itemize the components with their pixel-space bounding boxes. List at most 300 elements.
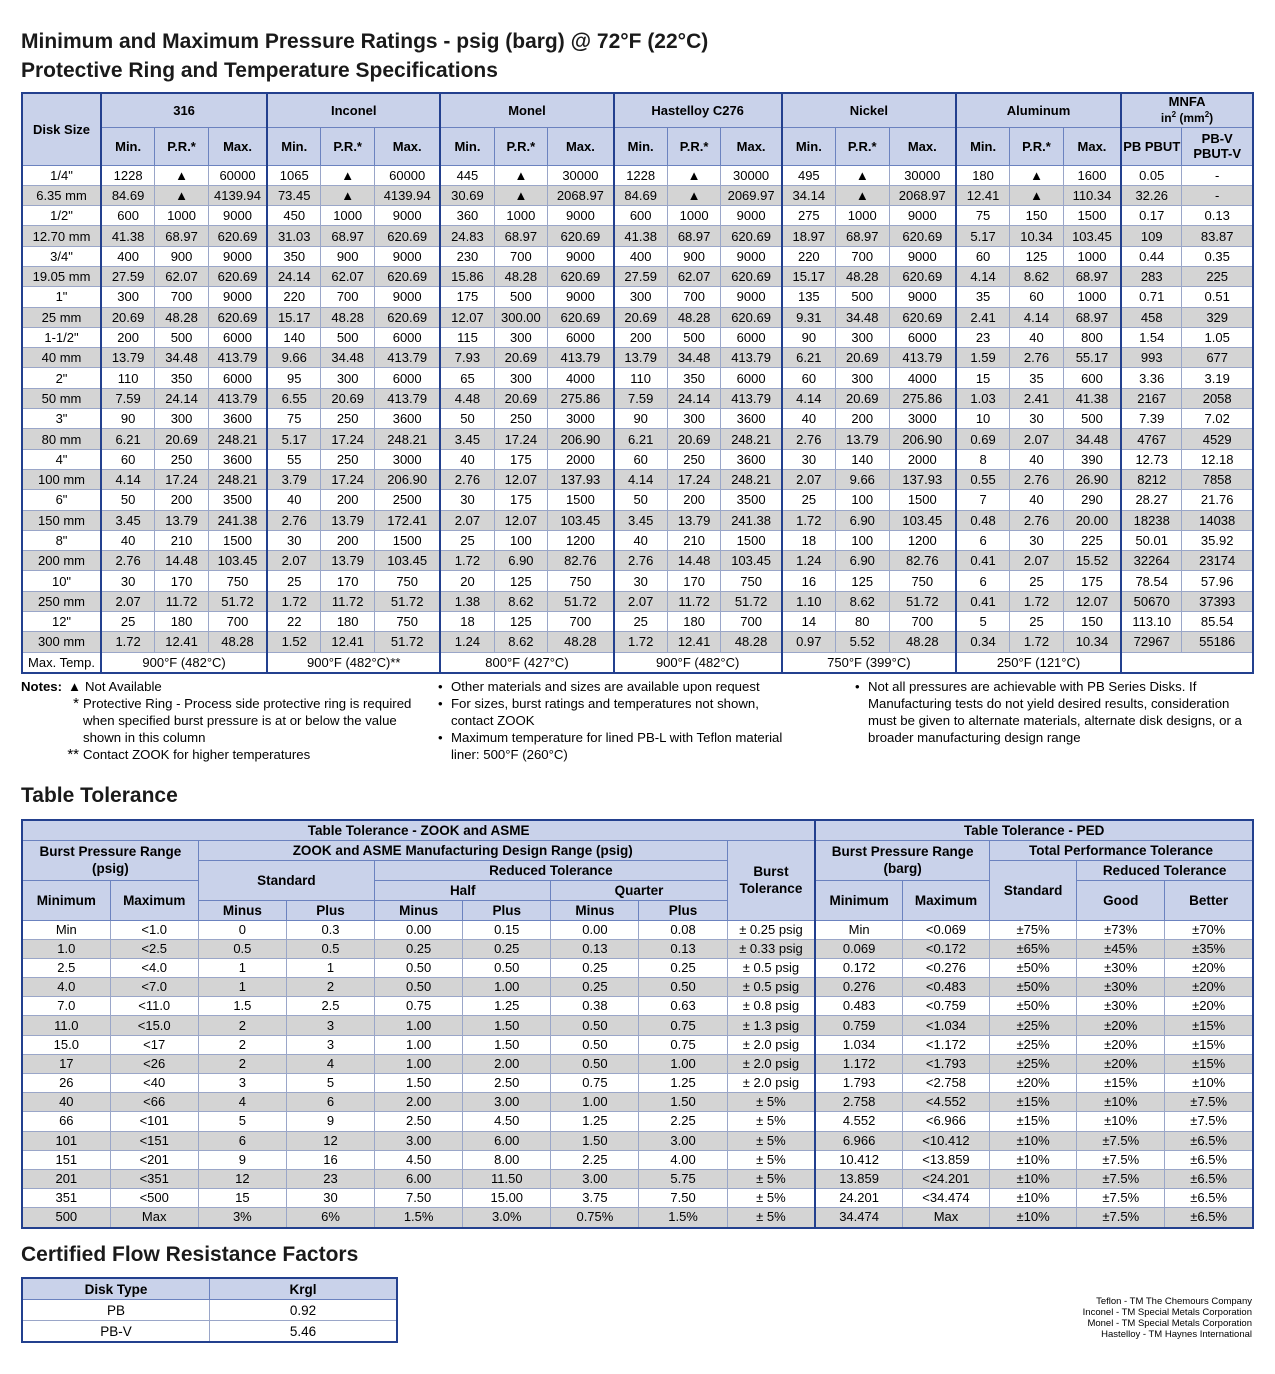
tolerance-cell: <34.474 bbox=[902, 1189, 989, 1208]
tolerance-cell: 6.00 bbox=[463, 1131, 551, 1150]
tolerance-cell: ± 1.3 psig bbox=[727, 1016, 815, 1035]
value-cell: 12.41 bbox=[321, 632, 375, 652]
mnfa-unit-close: ) bbox=[1209, 111, 1214, 126]
value-cell: 3500 bbox=[208, 490, 267, 510]
mnfa-unit-prefix: in bbox=[1160, 111, 1172, 126]
value-cell: 620.69 bbox=[548, 266, 614, 286]
tolerance-cell: 0.50 bbox=[551, 1035, 639, 1054]
value-cell: 0.41 bbox=[956, 591, 1010, 611]
tolerance-cell: 1.00 bbox=[463, 978, 551, 997]
page-title bbox=[21, 27, 708, 85]
value-cell: 200 bbox=[101, 327, 155, 347]
note-item bbox=[21, 746, 431, 763]
tolerance-cell: 16 bbox=[286, 1150, 374, 1169]
note-text: Not Available bbox=[85, 679, 162, 694]
value-cell: 1228 bbox=[101, 165, 155, 185]
trademarks bbox=[1083, 1296, 1252, 1340]
tolerance-cell: ±50% bbox=[990, 958, 1077, 977]
value-cell: 1.10 bbox=[782, 591, 836, 611]
tolerance-cell: ±7.5% bbox=[1165, 1112, 1253, 1131]
value-cell: 65 bbox=[440, 368, 494, 388]
note-text: Protective Ring - Process side protective ring is required when specified burst pressure is at or below the value shown in this column bbox=[83, 696, 412, 745]
value-cell: 110 bbox=[614, 368, 668, 388]
tolerance-cell: ±10% bbox=[1077, 1112, 1165, 1131]
value-cell: 10.34 bbox=[1010, 226, 1064, 246]
tolerance-header-row-0 bbox=[22, 820, 1253, 840]
tolerance-cell: ±65% bbox=[990, 939, 1077, 958]
value-cell: 3000 bbox=[375, 449, 441, 469]
tolerance-cell: 9 bbox=[198, 1150, 286, 1169]
value-cell: 620.69 bbox=[375, 307, 441, 327]
sub-header: P.R.* bbox=[321, 127, 375, 165]
value-cell: 30 bbox=[267, 530, 321, 550]
tolerance-cell: 201 bbox=[22, 1169, 110, 1188]
value-cell: 900 bbox=[155, 246, 209, 266]
value-cell: 225 bbox=[1063, 530, 1121, 550]
value-cell: 40 bbox=[614, 530, 668, 550]
tolerance-cell: 0.50 bbox=[463, 958, 551, 977]
value-cell: 125 bbox=[494, 571, 548, 591]
mnfa-unit-sup: 2 bbox=[1171, 110, 1177, 120]
quarter-header: Quarter bbox=[551, 880, 727, 900]
value-cell: 413.79 bbox=[889, 348, 956, 368]
value-cell: 20.69 bbox=[494, 348, 548, 368]
value-cell: 0.55 bbox=[956, 469, 1010, 489]
value-cell: 48.28 bbox=[667, 307, 721, 327]
value-cell: 1500 bbox=[889, 490, 956, 510]
value-cell: 135 bbox=[782, 287, 836, 307]
value-cell: 0.05 bbox=[1121, 165, 1182, 185]
value-cell: 10.34 bbox=[1063, 632, 1121, 652]
value-cell: 18 bbox=[782, 530, 836, 550]
value-cell: 1.03 bbox=[956, 388, 1010, 408]
tolerance-row bbox=[22, 1169, 1253, 1188]
tolerance-cell: 4.552 bbox=[815, 1112, 902, 1131]
value-cell: 1200 bbox=[889, 530, 956, 550]
value-cell: 9000 bbox=[548, 246, 614, 266]
disk-size-cell: 1/2" bbox=[22, 206, 101, 226]
triangle-icon: ▲ bbox=[67, 679, 81, 694]
note-item bbox=[21, 678, 431, 695]
value-cell: 175 bbox=[494, 449, 548, 469]
flow-resistance-title: Certified Flow Resistance Factors bbox=[21, 1243, 359, 1266]
value-cell: 9000 bbox=[208, 246, 267, 266]
value-cell: 677 bbox=[1182, 348, 1253, 368]
tolerance-cell: Min bbox=[22, 920, 110, 939]
tolerance-cell: 0.5 bbox=[286, 939, 374, 958]
value-cell: 12.07 bbox=[494, 510, 548, 530]
disk-type-cell: PB-V bbox=[22, 1321, 210, 1343]
value-cell: ▲ bbox=[321, 165, 375, 185]
tolerance-cell: 3.00 bbox=[375, 1131, 463, 1150]
value-cell: 51.72 bbox=[375, 591, 441, 611]
value-cell: 390 bbox=[1063, 449, 1121, 469]
value-cell: 6.21 bbox=[101, 429, 155, 449]
value-cell: 4000 bbox=[889, 368, 956, 388]
max-temp-label: Max. Temp. bbox=[22, 652, 101, 673]
tolerance-row bbox=[22, 997, 1253, 1016]
tolerance-cell: 4.00 bbox=[639, 1150, 727, 1169]
pressure-row bbox=[22, 409, 1253, 429]
zook-asme-title: Table Tolerance - ZOOK and ASME bbox=[22, 820, 815, 840]
disk-size-cell: 300 mm bbox=[22, 632, 101, 652]
tolerance-cell: ±7.5% bbox=[1077, 1131, 1165, 1150]
value-cell: 250 bbox=[321, 409, 375, 429]
notes-col-2 bbox=[438, 678, 828, 763]
value-cell: 206.90 bbox=[548, 429, 614, 449]
value-cell: 103.45 bbox=[548, 510, 614, 530]
tolerance-cell: 0.276 bbox=[815, 978, 902, 997]
value-cell: 1500 bbox=[208, 530, 267, 550]
sub-header: P.R.* bbox=[494, 127, 548, 165]
tolerance-cell: 0.172 bbox=[815, 958, 902, 977]
value-cell: 25 bbox=[614, 612, 668, 632]
value-cell: 200 bbox=[321, 530, 375, 550]
value-cell: 14.48 bbox=[155, 551, 209, 571]
value-cell: 15.17 bbox=[782, 266, 836, 286]
value-cell: 1.72 bbox=[1010, 632, 1064, 652]
value-cell: 2.76 bbox=[1010, 510, 1064, 530]
krgl-cell: 5.46 bbox=[210, 1321, 398, 1343]
tolerance-cell: 6% bbox=[286, 1208, 374, 1228]
value-cell: ▲ bbox=[835, 185, 889, 205]
tolerance-cell: ± 5% bbox=[727, 1150, 815, 1169]
value-cell: 15.52 bbox=[1063, 551, 1121, 571]
disk-size-cell: 1-1/2" bbox=[22, 327, 101, 347]
tolerance-cell: ± 5% bbox=[727, 1131, 815, 1150]
tolerance-cell: ±6.5% bbox=[1165, 1169, 1253, 1188]
value-cell: 4.14 bbox=[614, 469, 668, 489]
value-cell: 14 bbox=[782, 612, 836, 632]
value-cell: 0.48 bbox=[956, 510, 1010, 530]
value-cell: 110.34 bbox=[1063, 185, 1121, 205]
tolerance-cell: 0.25 bbox=[463, 939, 551, 958]
flow-row bbox=[22, 1300, 397, 1321]
value-cell: 22 bbox=[267, 612, 321, 632]
value-cell: 3500 bbox=[721, 490, 782, 510]
value-cell: 20.69 bbox=[835, 388, 889, 408]
tolerance-cell: 34.474 bbox=[815, 1208, 902, 1228]
value-cell: ▲ bbox=[155, 185, 209, 205]
value-cell: 18 bbox=[440, 612, 494, 632]
value-cell: 0.17 bbox=[1121, 206, 1182, 226]
value-cell: 8 bbox=[956, 449, 1010, 469]
disk-size-cell: 50 mm bbox=[22, 388, 101, 408]
tolerance-cell: 2 bbox=[198, 1054, 286, 1073]
material-header: Aluminum bbox=[956, 93, 1121, 127]
tolerance-cell: 0.5 bbox=[198, 939, 286, 958]
tolerance-cell: 7.50 bbox=[375, 1189, 463, 1208]
value-cell: 700 bbox=[721, 612, 782, 632]
tolerance-cell: 500 bbox=[22, 1208, 110, 1228]
value-cell: 15.86 bbox=[440, 266, 494, 286]
tolerance-cell: 2.00 bbox=[463, 1054, 551, 1073]
tolerance-cell: ± 0.8 psig bbox=[727, 997, 815, 1016]
value-cell: 2058 bbox=[1182, 388, 1253, 408]
tolerance-cell: <1.034 bbox=[902, 1016, 989, 1035]
value-cell: 8212 bbox=[1121, 469, 1182, 489]
sub-header: Min. bbox=[267, 127, 321, 165]
pressure-row bbox=[22, 388, 1253, 408]
value-cell: 200 bbox=[614, 327, 668, 347]
value-cell: 50 bbox=[614, 490, 668, 510]
tolerance-cell: <2.758 bbox=[902, 1074, 989, 1093]
value-cell: 1.38 bbox=[440, 591, 494, 611]
value-cell: 7.02 bbox=[1182, 409, 1253, 429]
tolerance-cell: 1.0 bbox=[22, 939, 110, 958]
value-cell: 6000 bbox=[208, 327, 267, 347]
value-cell: 750 bbox=[375, 571, 441, 591]
value-cell: 3.45 bbox=[101, 510, 155, 530]
tolerance-cell: ±7.5% bbox=[1077, 1150, 1165, 1169]
value-cell: 40 bbox=[440, 449, 494, 469]
tolerance-cell: ±10% bbox=[1165, 1074, 1253, 1093]
tolerance-cell: ±30% bbox=[1077, 958, 1165, 977]
value-cell: 68.97 bbox=[667, 226, 721, 246]
tolerance-cell: ±35% bbox=[1165, 939, 1253, 958]
ped-standard-header: Standard bbox=[990, 860, 1077, 920]
value-cell: 620.69 bbox=[208, 226, 267, 246]
tolerance-cell: <351 bbox=[110, 1169, 198, 1188]
value-cell: 1.54 bbox=[1121, 327, 1182, 347]
value-cell: 620.69 bbox=[208, 266, 267, 286]
value-cell: 6.21 bbox=[614, 429, 668, 449]
burst-range-psig-header: Burst Pressure Range (psig) bbox=[22, 840, 198, 880]
tolerance-cell: ± 0.5 psig bbox=[727, 958, 815, 977]
tolerance-cell: 23 bbox=[286, 1169, 374, 1188]
value-cell: 1500 bbox=[548, 490, 614, 510]
value-cell: 700 bbox=[208, 612, 267, 632]
value-cell: 8.62 bbox=[494, 591, 548, 611]
tolerance-cell: 10.412 bbox=[815, 1150, 902, 1169]
tolerance-row bbox=[22, 1093, 1253, 1112]
value-cell: 57.96 bbox=[1182, 571, 1253, 591]
value-cell: 4.14 bbox=[782, 388, 836, 408]
value-cell: 9000 bbox=[208, 206, 267, 226]
tolerance-header-row-2 bbox=[22, 860, 1253, 880]
value-cell: 150 bbox=[1010, 206, 1064, 226]
value-cell: 9.31 bbox=[782, 307, 836, 327]
value-cell: 2.07 bbox=[267, 551, 321, 571]
value-cell: 3.36 bbox=[1121, 368, 1182, 388]
maximum-header: Maximum bbox=[110, 880, 198, 920]
value-cell: 21.76 bbox=[1182, 490, 1253, 510]
tolerance-cell: 4.50 bbox=[375, 1150, 463, 1169]
tolerance-cell: 0.483 bbox=[815, 997, 902, 1016]
tolerance-cell: ± 5% bbox=[727, 1169, 815, 1188]
value-cell: 68.97 bbox=[155, 226, 209, 246]
notes-col-3 bbox=[855, 678, 1245, 746]
value-cell: 458 bbox=[1121, 307, 1182, 327]
tolerance-cell: 0.50 bbox=[551, 1054, 639, 1073]
max-temp-value: 900°F (482°C) bbox=[614, 652, 782, 673]
value-cell: 200 bbox=[835, 409, 889, 429]
value-cell: 25 bbox=[101, 612, 155, 632]
tolerance-cell: ± 5% bbox=[727, 1208, 815, 1228]
value-cell: 2069.97 bbox=[721, 185, 782, 205]
tolerance-cell: 1.034 bbox=[815, 1035, 902, 1054]
tolerance-cell: 0 bbox=[198, 920, 286, 939]
value-cell: 30000 bbox=[721, 165, 782, 185]
pressure-row bbox=[22, 368, 1253, 388]
pressure-row bbox=[22, 591, 1253, 611]
value-cell: 300 bbox=[101, 287, 155, 307]
value-cell: 103.45 bbox=[375, 551, 441, 571]
tolerance-cell: 0.75 bbox=[639, 1016, 727, 1035]
disk-type-header: Disk Type bbox=[22, 1278, 210, 1300]
krgl-header: Krgl bbox=[210, 1278, 398, 1300]
value-cell: 6 bbox=[956, 571, 1010, 591]
material-header: Inconel bbox=[267, 93, 440, 127]
plus-header: Plus bbox=[463, 900, 551, 920]
tolerance-cell: 3.00 bbox=[463, 1093, 551, 1112]
note-text: Contact ZOOK for higher temperatures bbox=[83, 747, 311, 762]
mnfa-unit-suffix: (mm bbox=[1176, 111, 1205, 126]
pressure-header-row-1 bbox=[22, 93, 1253, 127]
tolerance-cell: ±20% bbox=[990, 1074, 1077, 1093]
burst-tolerance-header: Burst Tolerance bbox=[727, 840, 815, 920]
value-cell: 620.69 bbox=[721, 226, 782, 246]
value-cell: 300 bbox=[155, 409, 209, 429]
tolerance-cell: ±15% bbox=[1165, 1016, 1253, 1035]
mnfa-title: MNFA bbox=[1168, 94, 1206, 110]
tolerance-cell: 1.00 bbox=[375, 1035, 463, 1054]
tolerance-cell: ±7.5% bbox=[1077, 1169, 1165, 1188]
tolerance-cell: ±10% bbox=[1077, 1093, 1165, 1112]
value-cell: 400 bbox=[101, 246, 155, 266]
value-cell: 4.48 bbox=[440, 388, 494, 408]
value-cell: 100 bbox=[494, 530, 548, 550]
tolerance-cell: 4.0 bbox=[22, 978, 110, 997]
value-cell: 7858 bbox=[1182, 469, 1253, 489]
tolerance-cell: 2.758 bbox=[815, 1093, 902, 1112]
value-cell: 30 bbox=[1010, 530, 1064, 550]
disk-size-cell: 4" bbox=[22, 449, 101, 469]
value-cell: 170 bbox=[155, 571, 209, 591]
value-cell: 90 bbox=[614, 409, 668, 429]
value-cell: 250 bbox=[155, 449, 209, 469]
tolerance-cell: 0.25 bbox=[551, 978, 639, 997]
tolerance-cell: 3 bbox=[286, 1016, 374, 1035]
tolerance-cell: 0.25 bbox=[639, 958, 727, 977]
value-cell: 7.39 bbox=[1121, 409, 1182, 429]
value-cell: 37393 bbox=[1182, 591, 1253, 611]
value-cell: 9000 bbox=[375, 246, 441, 266]
tolerance-cell: <24.201 bbox=[902, 1169, 989, 1188]
value-cell: 80 bbox=[835, 612, 889, 632]
value-cell: 900 bbox=[667, 246, 721, 266]
tolerance-cell: <7.0 bbox=[110, 978, 198, 997]
value-cell: 1228 bbox=[614, 165, 668, 185]
tolerance-cell: 1 bbox=[198, 958, 286, 977]
value-cell: 1000 bbox=[155, 206, 209, 226]
value-cell: 27.59 bbox=[614, 266, 668, 286]
value-cell: 4139.94 bbox=[208, 185, 267, 205]
value-cell: 2.07 bbox=[101, 591, 155, 611]
tolerance-cell: 0.00 bbox=[551, 920, 639, 939]
value-cell: 0.35 bbox=[1182, 246, 1253, 266]
value-cell: 40 bbox=[1010, 490, 1064, 510]
disk-size-cell: 2" bbox=[22, 368, 101, 388]
tolerance-cell: 0.15 bbox=[463, 920, 551, 939]
value-cell: 0.44 bbox=[1121, 246, 1182, 266]
value-cell: 115 bbox=[440, 327, 494, 347]
tolerance-cell: 3 bbox=[198, 1074, 286, 1093]
value-cell: 34.48 bbox=[667, 348, 721, 368]
tolerance-cell: 1.25 bbox=[551, 1112, 639, 1131]
value-cell: 275.86 bbox=[889, 388, 956, 408]
value-cell: 27.59 bbox=[101, 266, 155, 286]
tolerance-cell: 0.13 bbox=[639, 939, 727, 958]
tolerance-cell: <2.5 bbox=[110, 939, 198, 958]
value-cell: 35 bbox=[956, 287, 1010, 307]
value-cell: 40 bbox=[782, 409, 836, 429]
tolerance-cell: 0.25 bbox=[375, 939, 463, 958]
value-cell: 220 bbox=[782, 246, 836, 266]
tolerance-cell: 1.00 bbox=[551, 1093, 639, 1112]
value-cell: 6.55 bbox=[267, 388, 321, 408]
value-cell: 35 bbox=[1010, 368, 1064, 388]
value-cell: 6000 bbox=[375, 327, 441, 347]
value-cell: 413.79 bbox=[721, 348, 782, 368]
value-cell: 32264 bbox=[1121, 551, 1182, 571]
sub-header: Max. bbox=[548, 127, 614, 165]
tolerance-cell: <151 bbox=[110, 1131, 198, 1150]
bullet-icon: • bbox=[855, 679, 860, 694]
notes-label: Notes: bbox=[21, 679, 63, 694]
disk-type-cell: PB bbox=[22, 1300, 210, 1321]
tolerance-cell: 3.00 bbox=[551, 1169, 639, 1188]
pressure-row bbox=[22, 348, 1253, 368]
note-bullet bbox=[855, 678, 1245, 746]
value-cell: 13.79 bbox=[321, 510, 375, 530]
value-cell: 360 bbox=[440, 206, 494, 226]
value-cell: 700 bbox=[548, 612, 614, 632]
value-cell: 4139.94 bbox=[375, 185, 441, 205]
tolerance-cell: 1 bbox=[198, 978, 286, 997]
value-cell: 9000 bbox=[548, 206, 614, 226]
tolerance-cell: ±20% bbox=[1165, 997, 1253, 1016]
value-cell: 30 bbox=[1010, 409, 1064, 429]
value-cell: 24.14 bbox=[267, 266, 321, 286]
material-header: 316 bbox=[101, 93, 267, 127]
value-cell: 20.00 bbox=[1063, 510, 1121, 530]
value-cell: 12.18 bbox=[1182, 449, 1253, 469]
tolerance-cell: 2 bbox=[198, 1035, 286, 1054]
bullet-icon: • bbox=[438, 730, 443, 745]
tolerance-cell: <26 bbox=[110, 1054, 198, 1073]
trademark-line: Hastelloy - TM Haynes International bbox=[1101, 1329, 1252, 1340]
tolerance-cell: 1.00 bbox=[375, 1054, 463, 1073]
value-cell: 3.79 bbox=[267, 469, 321, 489]
value-cell: 25 bbox=[1010, 612, 1064, 632]
minus-header: Minus bbox=[375, 900, 463, 920]
tolerance-cell: ± 5% bbox=[727, 1093, 815, 1112]
tolerance-cell: <4.552 bbox=[902, 1093, 989, 1112]
value-cell: 620.69 bbox=[548, 307, 614, 327]
value-cell: 3600 bbox=[721, 409, 782, 429]
tolerance-cell: 1.5% bbox=[375, 1208, 463, 1228]
value-cell: ▲ bbox=[155, 165, 209, 185]
tolerance-cell: <6.966 bbox=[902, 1112, 989, 1131]
sub-header: Min. bbox=[956, 127, 1010, 165]
pressure-row bbox=[22, 226, 1253, 246]
value-cell: 2.76 bbox=[101, 551, 155, 571]
value-cell: 20.69 bbox=[321, 388, 375, 408]
tolerance-cell: ±75% bbox=[990, 920, 1077, 939]
disk-size-cell: 1/4" bbox=[22, 165, 101, 185]
value-cell: 25 bbox=[1010, 571, 1064, 591]
